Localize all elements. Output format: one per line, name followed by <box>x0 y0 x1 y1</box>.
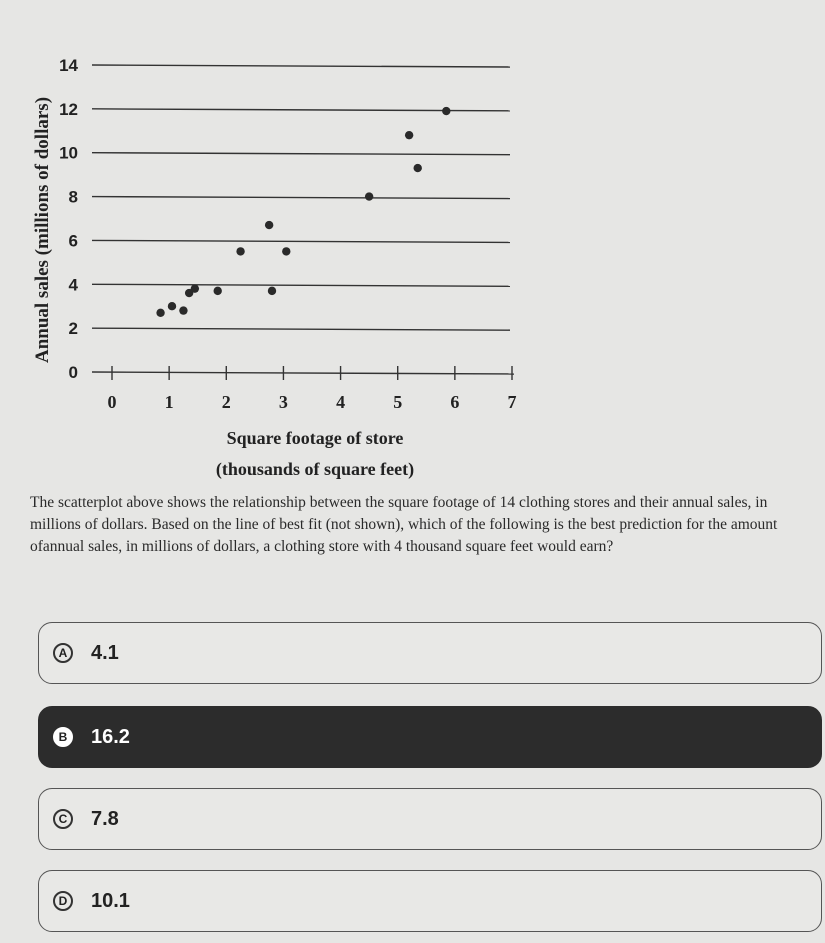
y-tick-label: 10 <box>59 143 78 163</box>
gridline-y-6 <box>92 240 510 242</box>
data-point <box>191 284 199 292</box>
option-letter: B <box>53 727 73 747</box>
gridline-y-2 <box>92 328 510 330</box>
data-point <box>414 164 422 172</box>
option-d[interactable] <box>38 870 822 932</box>
x-tick-labels <box>108 392 517 412</box>
x-tick-label: 5 <box>393 392 403 412</box>
data-point <box>282 247 290 255</box>
question-text: The scatterplot above shows the relationship between the square footage of 14 clothing stores and their annual sales, in millions of dollars. Based on the line of best fit (not shown), which of the following is the best prediction for the amount ofannual sales, in millions of dollars, a clothing store with 4 thousand square feet would earn? <box>30 494 778 555</box>
gridline-y-14 <box>92 65 510 67</box>
x-axis-label-units: (thousands of square feet) <box>215 459 415 479</box>
option-value: 4.1 <box>91 641 119 664</box>
data-point <box>168 302 176 310</box>
x-axis-label: Square footage of store <box>226 428 404 448</box>
x-tick-label: 2 <box>221 392 231 412</box>
data-point <box>268 287 276 295</box>
data-point <box>214 287 222 295</box>
x-tick-label: 4 <box>336 392 346 412</box>
gridlines <box>92 65 510 330</box>
option-value: 16.2 <box>91 725 130 748</box>
data-point <box>365 192 373 200</box>
y-tick-label: 8 <box>68 187 78 207</box>
x-tick-label: 7 <box>507 392 517 412</box>
y-tick-label: 6 <box>68 231 78 251</box>
data-point <box>265 221 273 229</box>
y-tick-label: 14 <box>59 56 78 75</box>
x-axis <box>92 366 514 380</box>
option-c[interactable] <box>38 788 822 850</box>
y-tick-label: 12 <box>59 99 78 119</box>
option-value: 7.8 <box>91 807 119 830</box>
y-tick-label: 2 <box>68 319 78 339</box>
data-point <box>236 247 244 255</box>
x-axis-line <box>92 372 514 374</box>
data-point <box>179 306 187 314</box>
data-point <box>442 107 450 115</box>
data-point <box>156 309 164 317</box>
option-value: 10.1 <box>91 889 130 912</box>
x-tick-label: 3 <box>278 392 288 412</box>
gridline-y-4 <box>92 284 510 286</box>
option-a[interactable] <box>38 622 822 684</box>
x-tick-label: 0 <box>107 392 117 412</box>
data-point <box>405 131 413 139</box>
y-tick-labels <box>59 56 78 382</box>
y-axis-label: Annual sales (millions of dollars) <box>32 96 53 364</box>
option-letter: A <box>53 643 73 663</box>
x-tick-label: 6 <box>450 392 460 412</box>
option-b[interactable] <box>38 706 822 768</box>
gridline-y-8 <box>92 197 510 199</box>
y-tick-label: 4 <box>68 275 78 295</box>
option-letter: D <box>53 891 73 911</box>
gridline-y-10 <box>92 153 510 155</box>
y-tick-label: 0 <box>68 363 78 382</box>
x-tick-label: 1 <box>164 392 174 412</box>
option-letter: C <box>53 809 73 829</box>
